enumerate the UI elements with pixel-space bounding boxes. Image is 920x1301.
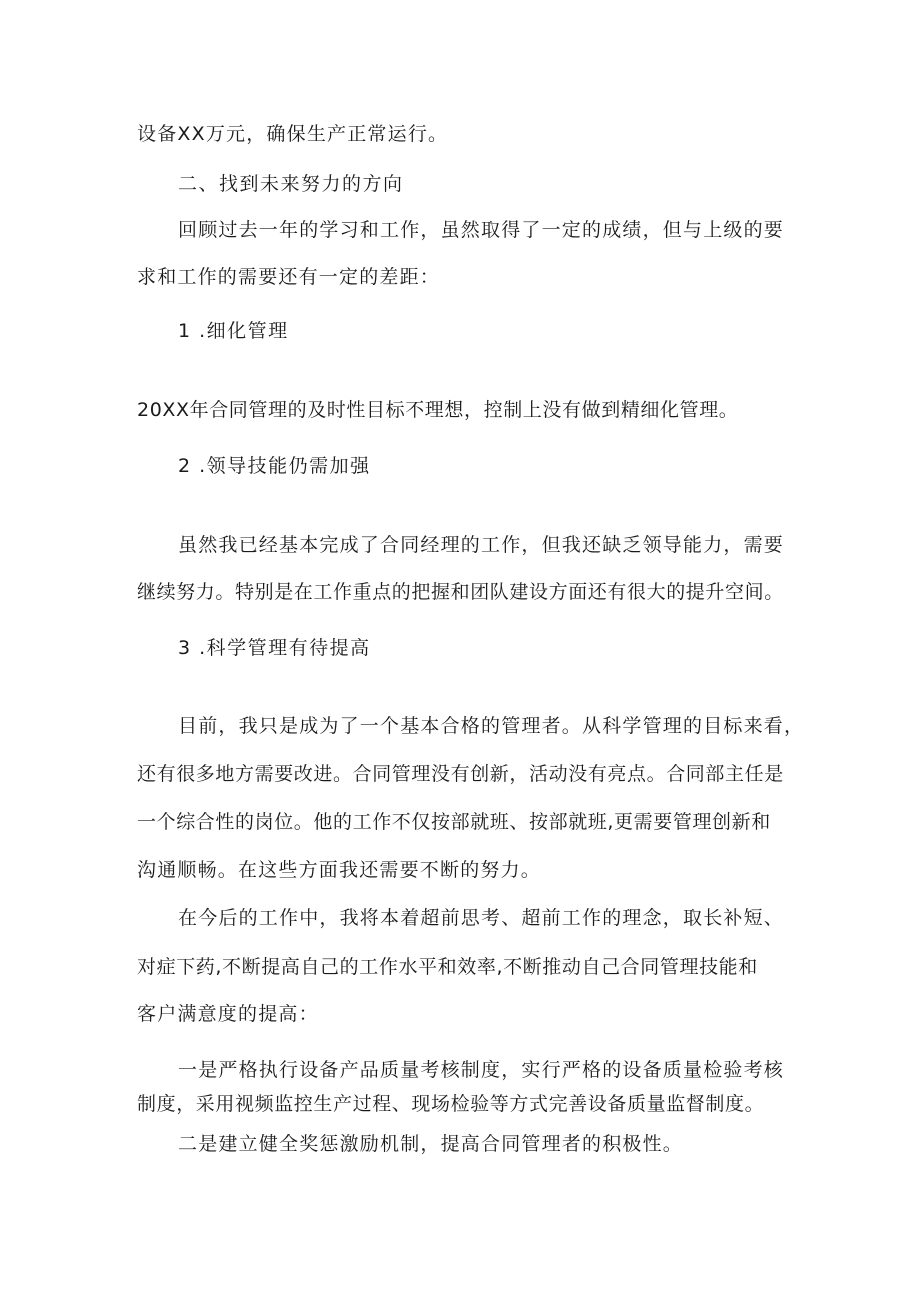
paragraph-line: 设备XX万元，确保生产正常运行。 <box>137 123 449 145</box>
subsection-heading: 1 .细化管理 <box>178 320 289 342</box>
paragraph-line: 客户满意度的提高： <box>137 1003 319 1025</box>
paragraph-line: 回顾过去一年的学习和工作，虽然取得了一定的成绩，但与上级的要 <box>178 219 785 241</box>
paragraph-line: 目前，我只是成为了一个基本合格的管理者。从科学管理的目标来看， <box>178 715 805 737</box>
paragraph-line: 在今后的工作中，我将本着超前思考、超前工作的理念，取长补短、 <box>178 907 785 929</box>
paragraph-line: 沟通顺畅。在这些方面我还需要不断的努力。 <box>137 859 542 881</box>
paragraph-line: 虽然我已经基本完成了合同经理的工作，但我还缺乏领导能力，需要 <box>178 534 785 556</box>
paragraph-line: 制度，采用视频监控生产过程、现场检验等方式完善设备质量监督制度。 <box>137 1093 765 1115</box>
section-heading: 二、找到未来努力的方向 <box>178 173 404 195</box>
paragraph-line: 继续努力。特别是在工作重点的把握和团队建设方面还有很大的提升空间。 <box>137 581 784 603</box>
paragraph-line: 对症下药,不断提高自己的工作水平和效率,不断推动自己合同管理技能和 <box>137 956 758 978</box>
paragraph-line: 20XX年合同管理的及时性目标不理想，控制上没有做到精细化管理。 <box>137 399 739 421</box>
paragraph-line: 求和工作的需要还有一定的差距： <box>137 266 441 288</box>
paragraph-line: 一个综合性的岗位。他的工作不仅按部就班、按部就班,更需要管理创新和 <box>137 811 771 833</box>
paragraph-line: 还有很多地方需要改进。合同管理没有创新，活动没有亮点。合同部主任是 <box>137 763 784 785</box>
paragraph-line: 一是严格执行设备产品质量考核制度，实行严格的设备质量检验考核 <box>178 1059 785 1081</box>
paragraph-line: 二是建立健全奖惩激励机制，提高合同管理者的积极性。 <box>178 1133 684 1155</box>
subsection-heading: 2 .领导技能仍需加强 <box>178 455 371 477</box>
subsection-heading: 3 .科学管理有待提高 <box>178 637 371 659</box>
